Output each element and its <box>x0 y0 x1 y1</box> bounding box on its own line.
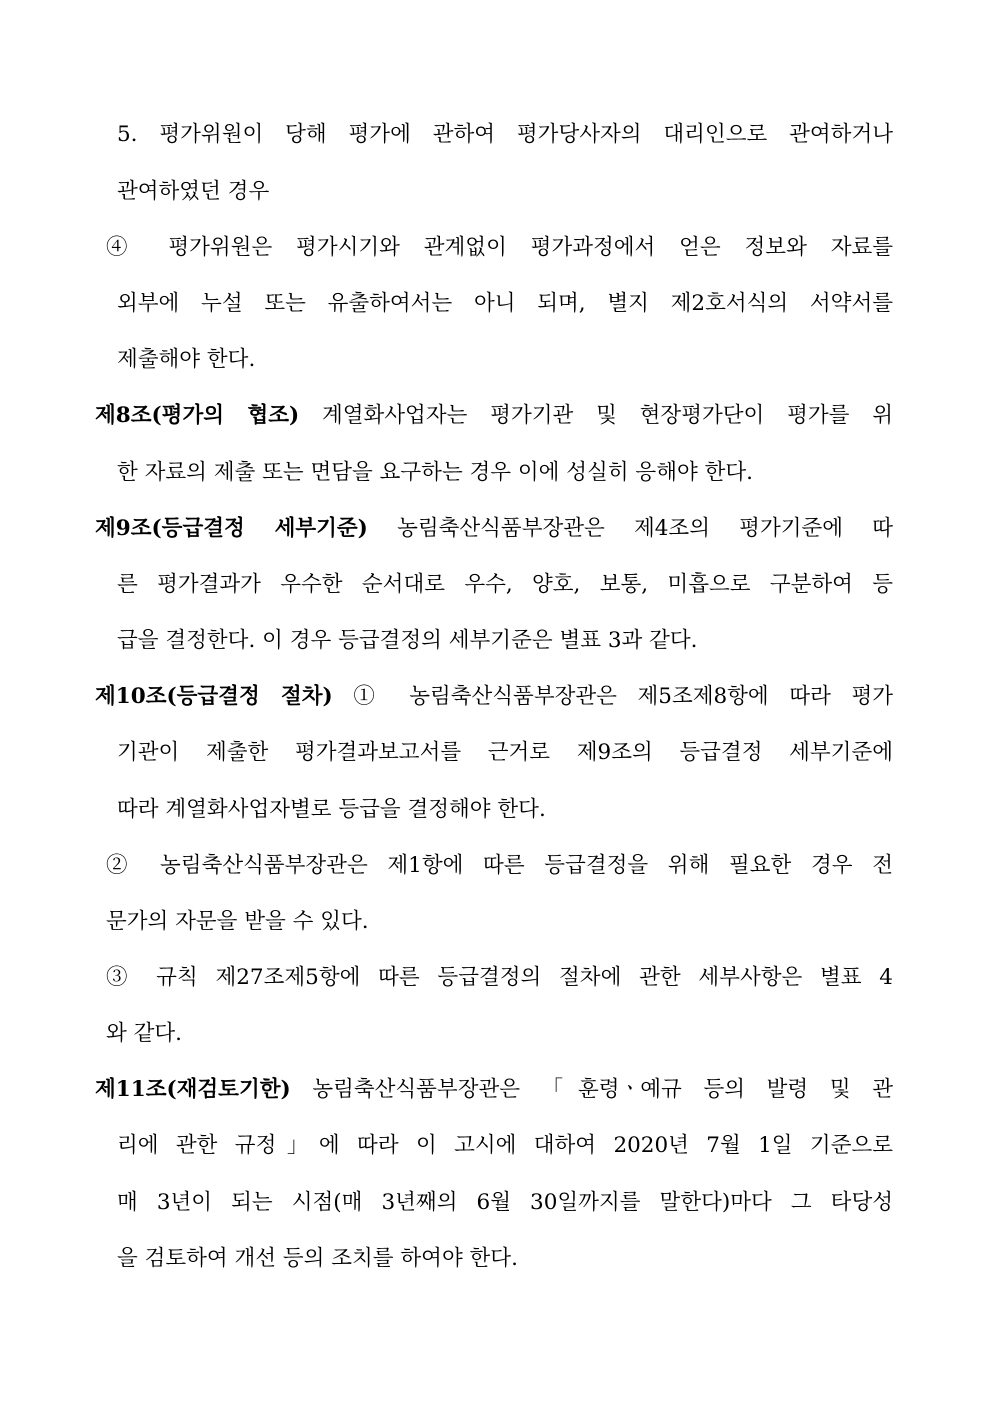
text-line: ④ 평가위원은 평가시기와 관계없이 평가과정에서 얻은 정보와 자료를 <box>106 235 893 260</box>
article-text: ① 농림축산식품부장관은 제5조제8항에 따라 평가 <box>353 684 894 709</box>
text-line: 리에 관한 규정」에 따라 이 고시에 대하여 2020년 7월 1일 기준으로 <box>117 1133 893 1158</box>
article-first-line <box>95 401 893 431</box>
text-line: 한 자료의 제출 또는 면담을 요구하는 경우 이에 성실히 응해야 한다. <box>117 460 753 485</box>
text-line: 매 3년이 되는 시점(매 3년째의 6월 30일까지를 말한다)마다 그 타당성 <box>117 1190 893 1215</box>
article-first-line <box>95 514 893 544</box>
text-line: 제출해야 한다. <box>117 347 256 372</box>
article-text: 계열화사업자는 평가기관 및 현장평가단이 평가를 위 <box>321 403 893 428</box>
article-heading: 제11조(재검토기한) <box>95 1077 291 1102</box>
text-line: 와 같다. <box>106 1021 182 1046</box>
text-line: 급을 결정한다. 이 경우 등급결정의 세부기준은 별표 3과 같다. <box>117 628 698 653</box>
article-heading: 제8조(평가의 협조) <box>95 403 300 428</box>
text-line: 문가의 자문을 받을 수 있다. <box>106 909 369 934</box>
text-line: 기관이 제출한 평가결과보고서를 근거로 제9조의 등급결정 세부기준에 <box>117 740 893 765</box>
article-first-line <box>95 1075 893 1105</box>
article-text: 농림축산식품부장관은 제4조의 평가기준에 따 <box>397 516 893 541</box>
article-heading: 제9조(등급결정 세부기준) <box>95 516 368 541</box>
text-line: 관여하였던 경우 <box>117 179 270 204</box>
text-line: 른 평가결과가 우수한 순서대로 우수, 양호, 보통, 미흡으로 구분하여 등 <box>117 572 893 597</box>
text-line: ② 농림축산식품부장관은 제1항에 따른 등급결정을 위해 필요한 경우 전 <box>106 853 893 878</box>
text-line: 따라 계열화사업자별로 등급을 결정해야 한다. <box>117 797 546 822</box>
text-line: 5. 평가위원이 당해 평가에 관하여 평가당사자의 대리인으로 관여하거나 <box>117 122 893 147</box>
article-first-line <box>95 682 893 712</box>
article-heading: 제10조(등급결정 절차) <box>95 684 333 709</box>
text-line: ③ 규칙 제27조제5항에 따른 등급결정의 절차에 관한 세부사항은 별표 4 <box>106 965 893 990</box>
article-text: 농림축산식품부장관은 「훈령ㆍ예규 등의 발령 및 관 <box>312 1077 893 1102</box>
text-line: 을 검토하여 개선 등의 조치를 하여야 한다. <box>117 1246 518 1271</box>
text-line: 외부에 누설 또는 유출하여서는 아니 되며, 별지 제2호서식의 서약서를 <box>117 291 893 316</box>
